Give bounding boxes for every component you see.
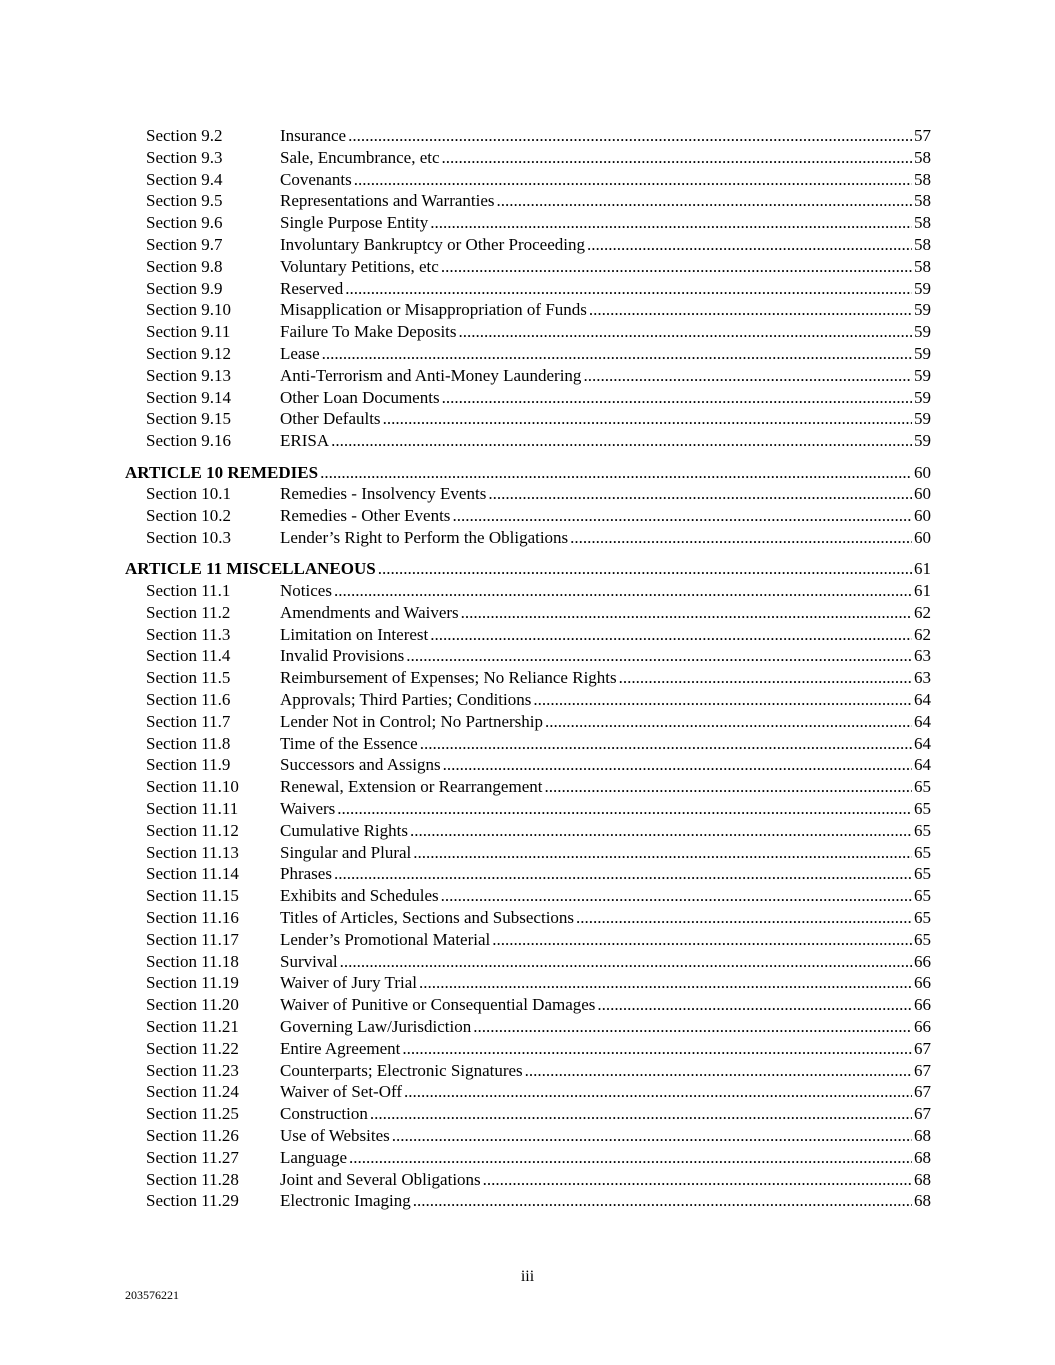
- page-number: iii: [520, 1268, 535, 1285]
- dot-leader: [459, 321, 913, 343]
- section-number: Section 11.23: [146, 1060, 239, 1080]
- page-ref: 67: [914, 1038, 931, 1058]
- toc-section-row: [125, 147, 931, 169]
- section-title: Remedies - Other Events: [280, 506, 451, 526]
- toc-section-row: [125, 994, 931, 1016]
- toc-section-row: [125, 408, 931, 430]
- dot-leader: [378, 558, 912, 580]
- page-ref: 61: [914, 581, 931, 600]
- dot-leader: [406, 645, 912, 667]
- dot-leader: [340, 951, 912, 973]
- section-title: Limitation on Interest: [280, 624, 429, 644]
- toc-article-row: [125, 462, 931, 484]
- toc-section-row: [125, 842, 931, 864]
- toc-section-row: [125, 863, 931, 885]
- page-ref: 61: [914, 559, 931, 579]
- dot-leader: [597, 994, 912, 1016]
- section-title: Use of Websites: [280, 1126, 390, 1145]
- dot-leader: [402, 1038, 912, 1060]
- page-ref: 60: [914, 462, 931, 482]
- dot-leader: [430, 212, 912, 234]
- page-ref: 68: [914, 1147, 931, 1167]
- toc-section-row: [125, 234, 931, 256]
- page-ref: 66: [914, 1017, 931, 1036]
- dot-leader: [441, 885, 912, 907]
- section-title: Reimbursement of Expenses; No Reliance Rights: [280, 668, 617, 688]
- page-ref: 59: [914, 278, 931, 298]
- section-number: Section 9.4: [146, 169, 223, 189]
- dot-leader: [413, 1190, 912, 1212]
- dot-leader: [320, 462, 912, 484]
- toc-section-row: [125, 256, 931, 278]
- toc-section-row: [125, 321, 931, 343]
- page-ref: 62: [914, 624, 931, 644]
- page-ref: 59: [914, 344, 931, 363]
- toc-section-row: [125, 776, 931, 798]
- toc-section-row: [125, 820, 931, 842]
- dot-leader: [443, 754, 912, 776]
- section-number: Section 9.9: [146, 278, 223, 298]
- section-title: Waiver of Set-Off: [280, 1082, 402, 1102]
- section-number: Section 11.26: [146, 1126, 239, 1145]
- dot-leader: [354, 169, 912, 191]
- section-title: Approvals; Third Parties; Conditions: [280, 690, 532, 709]
- section-title: Other Defaults: [280, 409, 381, 429]
- dot-leader: [544, 776, 912, 798]
- toc-section-row: [125, 343, 931, 365]
- dot-leader: [545, 711, 912, 733]
- toc-section-row: [125, 125, 931, 147]
- dot-leader: [483, 1169, 912, 1191]
- toc-section-row: [125, 885, 931, 907]
- section-title: Governing Law/Jurisdiction: [280, 1017, 472, 1036]
- dot-leader: [383, 408, 912, 430]
- section-title: Singular and Plural: [280, 842, 412, 862]
- dot-leader: [488, 483, 912, 505]
- toc-section-row: [125, 624, 931, 646]
- toc-section-row: [125, 1147, 931, 1169]
- toc-section-row: [125, 190, 931, 212]
- section-number: Section 11.21: [146, 1017, 239, 1036]
- section-title: Successors and Assigns: [280, 755, 441, 775]
- dot-leader: [442, 147, 912, 169]
- page-ref: 64: [914, 733, 931, 753]
- section-title: ERISA: [280, 431, 330, 451]
- section-number: Section 9.10: [146, 300, 231, 320]
- toc-article-row: [125, 558, 931, 580]
- section-number: Section 11.8: [146, 733, 231, 753]
- toc-section-row: [125, 430, 931, 452]
- section-title: Sale, Encumbrance, etc: [280, 147, 440, 167]
- section-number: Section 11.10: [146, 777, 239, 797]
- section-title: Electronic Imaging: [280, 1191, 411, 1211]
- toc-section-row: [125, 667, 931, 689]
- toc-section-row: [125, 505, 931, 527]
- dot-leader: [410, 820, 912, 842]
- section-title: Voluntary Petitions, etc: [280, 256, 439, 276]
- toc-section-row: [125, 972, 931, 994]
- dot-leader: [442, 387, 912, 409]
- dot-leader: [430, 624, 912, 646]
- section-number: Section 11.16: [146, 908, 239, 927]
- toc-section-row: [125, 278, 931, 300]
- dot-leader: [345, 278, 912, 300]
- dot-leader: [533, 689, 912, 711]
- toc-section-row: [125, 1060, 931, 1082]
- toc-section-row: [125, 798, 931, 820]
- section-number: Section 11.15: [146, 886, 239, 906]
- page-ref: 65: [914, 886, 931, 906]
- dot-leader: [349, 1147, 912, 1169]
- section-number: Section 11.29: [146, 1191, 239, 1211]
- dot-leader: [334, 863, 912, 885]
- section-title: Lease: [280, 344, 320, 363]
- page-ref: 63: [914, 668, 931, 688]
- section-number: Section 9.13: [146, 365, 231, 385]
- toc-section-row: [125, 212, 931, 234]
- page-ref: 58: [914, 147, 931, 167]
- section-number: Section 11.12: [146, 820, 239, 840]
- section-number: Section 9.5: [146, 191, 223, 211]
- section-number: Section 11.14: [146, 864, 239, 884]
- section-number: Section 9.12: [146, 344, 231, 363]
- dot-leader: [583, 365, 912, 387]
- section-number: Section 11.25: [146, 1104, 239, 1124]
- page-ref: 58: [914, 235, 931, 254]
- dot-leader: [492, 929, 912, 951]
- page-ref: 60: [914, 527, 931, 547]
- page-ref: 65: [914, 799, 931, 818]
- dot-leader: [392, 1125, 912, 1147]
- toc-section-row: [125, 387, 931, 409]
- dot-leader: [413, 842, 912, 864]
- section-number: Section 11.7: [146, 711, 231, 731]
- section-title: Cumulative Rights: [280, 820, 408, 840]
- page-ref: 65: [914, 820, 931, 840]
- page-ref: 62: [914, 602, 931, 622]
- page-ref: 59: [914, 322, 931, 342]
- dot-leader: [322, 343, 912, 365]
- section-title: Invalid Provisions: [280, 646, 405, 666]
- section-title: Titles of Articles, Sections and Subsections: [280, 908, 575, 927]
- page-ref: 58: [914, 256, 931, 276]
- page-ref: 65: [914, 864, 931, 884]
- dot-leader: [589, 299, 912, 321]
- page-ref: 66: [914, 951, 931, 971]
- page-ref: 68: [914, 1169, 931, 1189]
- section-number: Section 11.28: [146, 1169, 239, 1189]
- section-title: Waivers: [280, 799, 336, 818]
- dot-leader: [570, 527, 912, 549]
- dot-leader: [337, 798, 912, 820]
- page-ref: 63: [914, 646, 931, 666]
- page-ref: 57: [914, 126, 931, 145]
- toc-section-row: [125, 365, 931, 387]
- section-title: Counterparts; Electronic Signatures: [280, 1060, 523, 1080]
- document-id: 203576221: [125, 1288, 179, 1302]
- section-title: Survival: [280, 951, 338, 971]
- section-number: Section 11.4: [146, 646, 231, 666]
- dot-leader: [619, 667, 912, 689]
- page-ref: 64: [914, 690, 931, 709]
- section-title: Single Purpose Entity: [280, 213, 429, 233]
- section-title: Entire Agreement: [280, 1038, 401, 1058]
- section-title: Time of the Essence: [280, 733, 418, 753]
- section-number: Section 9.14: [146, 387, 231, 407]
- section-number: Section 11.2: [146, 602, 231, 622]
- section-number: Section 11.9: [146, 755, 231, 775]
- section-number: Section 11.20: [146, 995, 239, 1015]
- section-number: Section 11.5: [146, 668, 231, 688]
- section-number: Section 10.2: [146, 506, 231, 526]
- section-title: Renewal, Extension or Rearrangement: [280, 777, 543, 797]
- toc-section-row: [125, 580, 931, 602]
- toc-section-row: [125, 483, 931, 505]
- toc-section-row: [125, 689, 931, 711]
- section-number: Section 9.11: [146, 322, 231, 342]
- page-ref: 60: [914, 484, 931, 504]
- dot-leader: [587, 234, 912, 256]
- toc-section-row: [125, 169, 931, 191]
- section-title: Phrases: [280, 864, 332, 884]
- dot-leader: [419, 972, 912, 994]
- section-title: Amendments and Waivers: [280, 602, 459, 622]
- toc-section-row: [125, 711, 931, 733]
- section-number: Section 11.6: [146, 690, 231, 709]
- toc-section-row: [125, 754, 931, 776]
- section-number: Section 9.15: [146, 409, 231, 429]
- section-number: Section 9.16: [146, 431, 231, 451]
- toc-section-row: [125, 1125, 931, 1147]
- page-ref: 68: [914, 1191, 931, 1211]
- section-title: Covenants: [280, 169, 352, 189]
- toc-section-row: [125, 733, 931, 755]
- dot-leader: [473, 1016, 912, 1038]
- section-number: Section 10.3: [146, 527, 231, 547]
- dot-leader: [348, 125, 912, 147]
- dot-leader: [576, 907, 912, 929]
- section-title: Reserved: [280, 278, 344, 298]
- page-ref: 59: [914, 431, 931, 451]
- section-title: Remedies - Insolvency Events: [280, 484, 487, 504]
- section-title: Language: [280, 1147, 348, 1167]
- page-ref: 58: [914, 169, 931, 189]
- section-number: Section 11.1: [146, 581, 231, 600]
- dot-leader: [331, 430, 912, 452]
- toc-section-row: [125, 602, 931, 624]
- toc-section-row: [125, 929, 931, 951]
- section-number: Section 10.1: [146, 484, 231, 504]
- page-ref: 58: [914, 213, 931, 233]
- section-number: Section 9.7: [146, 235, 223, 254]
- section-number: Section 9.3: [146, 147, 223, 167]
- dot-leader: [441, 256, 912, 278]
- toc-section-row: [125, 1081, 931, 1103]
- section-number: Section 9.6: [146, 213, 223, 233]
- section-title: Exhibits and Schedules: [280, 886, 439, 906]
- page-ref: 59: [914, 300, 931, 320]
- page-ref: 67: [914, 1082, 931, 1102]
- page-ref: 64: [914, 755, 931, 775]
- page-ref: 64: [914, 711, 931, 731]
- section-title: Failure To Make Deposits: [280, 322, 457, 342]
- toc-section-row: [125, 1190, 931, 1212]
- section-number: Section 11.3: [146, 624, 231, 644]
- article-title: ARTICLE 11 MISCELLANEOUS: [125, 559, 376, 579]
- section-title: Anti-Terrorism and Anti-Money Laundering: [280, 365, 582, 385]
- section-title: Joint and Several Obligations: [280, 1169, 481, 1189]
- toc-section-row: [125, 299, 931, 321]
- page-ref: 66: [914, 973, 931, 993]
- section-title: Lender’s Promotional Material: [280, 929, 491, 949]
- section-title: Insurance: [280, 126, 347, 145]
- dot-leader: [420, 733, 912, 755]
- dot-leader: [525, 1060, 912, 1082]
- toc-section-row: [125, 907, 931, 929]
- section-title: Involuntary Bankruptcy or Other Proceeding: [280, 235, 585, 254]
- page-ref: 59: [914, 387, 931, 407]
- dot-leader: [334, 580, 912, 602]
- page-ref: 65: [914, 908, 931, 927]
- page-ref: 68: [914, 1126, 931, 1145]
- toc-section-row: [125, 1038, 931, 1060]
- dot-leader: [452, 505, 912, 527]
- article-title: ARTICLE 10 REMEDIES: [125, 462, 319, 482]
- section-title: Other Loan Documents: [280, 387, 440, 407]
- section-number: Section 11.13: [146, 842, 239, 862]
- section-number: Section 11.18: [146, 951, 239, 971]
- page-ref: 67: [914, 1060, 931, 1080]
- dot-leader: [404, 1081, 912, 1103]
- section-number: Section 11.11: [146, 799, 239, 818]
- section-number: Section 11.17: [146, 929, 239, 949]
- page-ref: 59: [914, 409, 931, 429]
- section-number: Section 9.2: [146, 126, 223, 145]
- section-title: Representations and Warranties: [280, 191, 495, 211]
- page-ref: 59: [914, 365, 931, 385]
- toc-section-row: [125, 527, 931, 549]
- toc-section-row: [125, 1169, 931, 1191]
- toc-section-row: [125, 645, 931, 667]
- page-ref: 67: [914, 1104, 931, 1124]
- page-ref: 65: [914, 777, 931, 797]
- toc-section-row: [125, 1016, 931, 1038]
- section-title: Construction: [280, 1104, 368, 1124]
- section-number: Section 11.24: [146, 1082, 239, 1102]
- toc-section-row: [125, 1103, 931, 1125]
- section-title: Lender Not in Control; No Partnership: [280, 711, 543, 731]
- section-title: Waiver of Punitive or Consequential Damages: [280, 995, 596, 1015]
- page-ref: 65: [914, 842, 931, 862]
- section-title: Waiver of Jury Trial: [280, 973, 417, 993]
- section-title: Lender’s Right to Perform the Obligations: [280, 527, 569, 547]
- section-number: Section 9.8: [146, 256, 223, 276]
- dot-leader: [370, 1103, 912, 1125]
- page-ref: 58: [914, 191, 931, 211]
- dot-leader: [461, 602, 912, 624]
- section-title: Misapplication or Misappropriation of Funds: [280, 300, 587, 320]
- page-ref: 60: [914, 506, 931, 526]
- toc-section-row: [125, 951, 931, 973]
- section-number: Section 11.19: [146, 973, 239, 993]
- section-number: Section 11.22: [146, 1038, 239, 1058]
- page-ref: 65: [914, 929, 931, 949]
- section-number: Section 11.27: [146, 1147, 239, 1167]
- dot-leader: [497, 190, 912, 212]
- section-title: Notices: [280, 581, 332, 600]
- page-ref: 66: [914, 995, 931, 1015]
